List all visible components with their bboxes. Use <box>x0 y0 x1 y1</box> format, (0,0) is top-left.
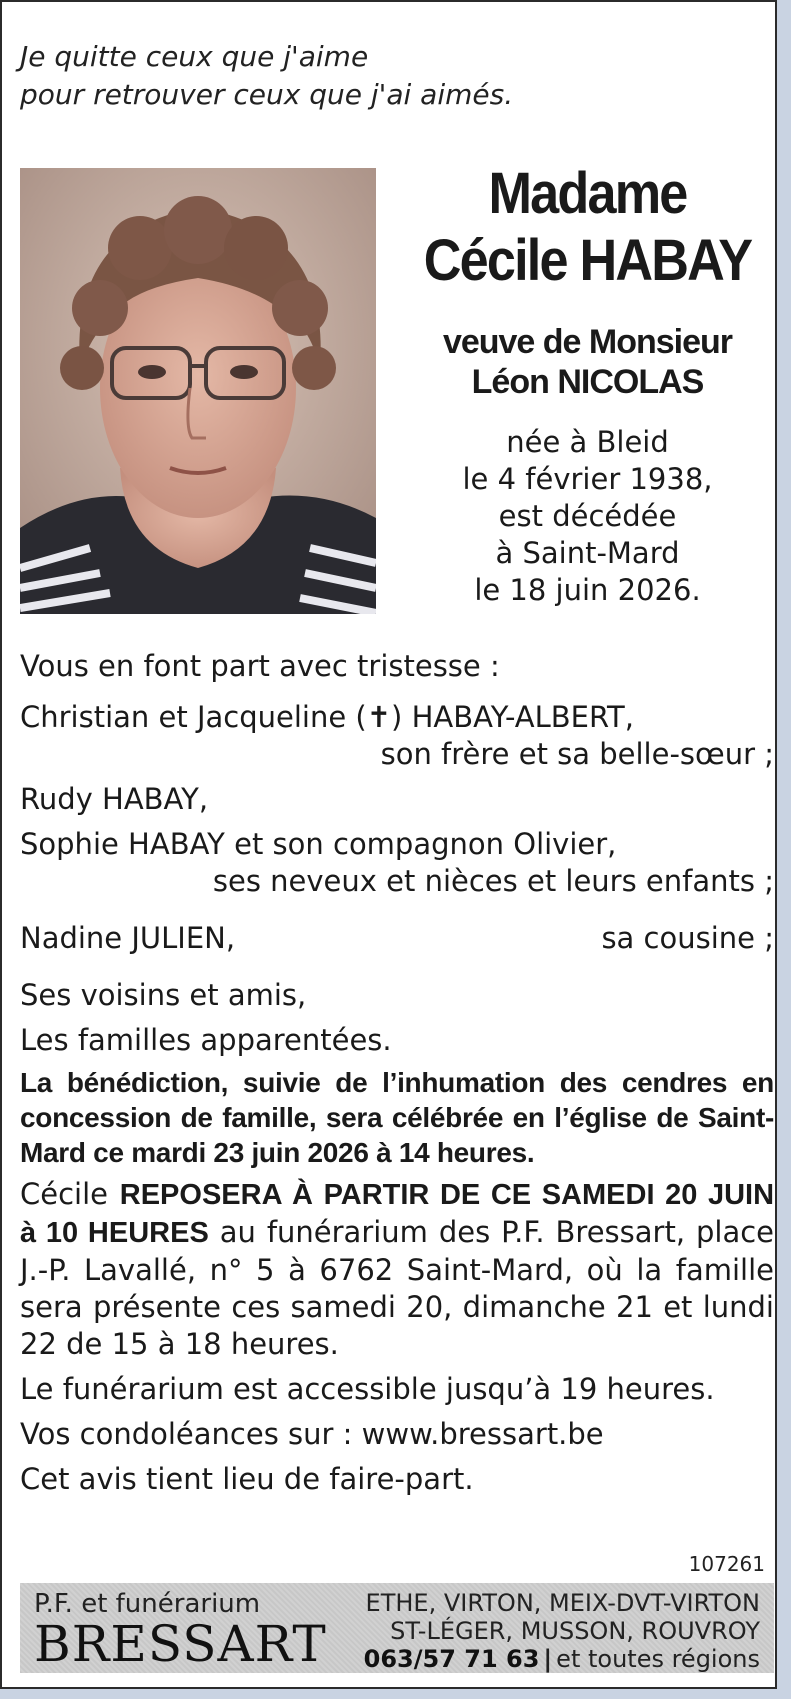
portrait-photo <box>20 168 376 614</box>
cross-icon: ✝ <box>366 700 392 734</box>
family1-relation: son frère et sa belle-sœur ; <box>380 737 774 771</box>
locations-line-2: ST-LÉGER, MUSSON, ROUVROY <box>390 1617 760 1645</box>
ceremony-announcement: La bénédiction, suivie de l’inhumation des cendres en concession de famille, sera célébrée en l’église de Saint-Mard ce mardi 23 juin 2026 à 14 heures. <box>20 1067 774 1168</box>
phone-line <box>364 1645 760 1673</box>
rest-bold: REPOSERA À PARTIR DE CE SAMEDI 20 JUIN à 10 HEURES <box>20 1179 775 1249</box>
bio-line: à Saint-Mard <box>495 536 680 570</box>
family3-name: Nadine JULIEN, <box>20 921 236 955</box>
separator: | <box>543 1645 553 1673</box>
rest-text: au funérarium des P.F. Bressart, place J.-P. Lavallé, n° 5 à 6762 Saint-Mard, où la famille sera présente ces samedi 20, dimanche 21 et lundi 22 de 15 à 18 heures. <box>20 1215 774 1361</box>
notice-body <box>20 648 774 1498</box>
widow-of <box>395 322 780 402</box>
epigraph-line-2: pour retrouver ceux que j'ai aimés. <box>20 78 514 111</box>
family1-name-end: ) HABAY-ALBERT, <box>391 700 634 734</box>
deceased-title: Madame <box>488 161 687 226</box>
intro-line: Vous en font part avec tristesse : <box>20 649 500 683</box>
regions: et toutes régions <box>556 1645 760 1673</box>
family2-relation: ses neveux et nièces et leurs enfants ; <box>212 864 774 898</box>
portrait-image <box>20 168 376 614</box>
widow-line-2: Léon NICOLAS <box>471 363 704 401</box>
neighbors-line: Ses voisins et amis, <box>20 978 307 1012</box>
funeral-home-label: P.F. et funérarium <box>34 1589 261 1619</box>
families-line: Les familles apparentées. <box>20 1023 392 1057</box>
family-entry-3 <box>20 920 774 957</box>
funeral-home-footer <box>20 1583 774 1673</box>
funeral-home-logo: BRESSART <box>34 1615 327 1673</box>
page-shadow-bottom <box>0 1689 791 1699</box>
epigraph-line-1: Je quitte ceux que j'aime <box>20 40 369 73</box>
family-entry-2a: Rudy HABAY, <box>20 782 209 816</box>
bio-line: née à Bleid <box>506 425 669 459</box>
family3-relation: sa cousine ; <box>601 921 774 955</box>
deceased-block <box>395 160 780 609</box>
bio-line: le 18 juin 2026. <box>474 573 701 607</box>
viewing-info <box>20 1176 774 1363</box>
bio-line: le 4 février 1938, <box>462 462 713 496</box>
bio-line: est décédée <box>498 499 677 533</box>
condolences-line: Vos condoléances sur : www.bressart.be <box>20 1417 604 1451</box>
reference-number: 107261 <box>688 1552 765 1576</box>
widow-line-1: veuve de Monsieur <box>442 323 733 361</box>
locations-line-1: ETHE, VIRTON, MEIX-DVT-VIRTON <box>365 1589 760 1617</box>
notice-line: Cet avis tient lieu de faire-part. <box>20 1462 474 1496</box>
deceased-name: Cécile HABAY <box>423 228 752 293</box>
epigraph <box>20 38 513 114</box>
rest-name: Cécile <box>20 1177 108 1211</box>
birth-death-info <box>395 424 780 609</box>
phone-number: 063/57 71 63 <box>363 1645 540 1673</box>
funeral-home-contact <box>364 1589 760 1673</box>
family1-name: Christian et Jacqueline ( <box>20 700 367 734</box>
family-entry-2b: Sophie HABAY et son compagnon Olivier, <box>20 827 617 861</box>
family-entry-1 <box>20 699 774 736</box>
access-line: Le funérarium est accessible jusqu’à 19 heures. <box>20 1372 715 1406</box>
